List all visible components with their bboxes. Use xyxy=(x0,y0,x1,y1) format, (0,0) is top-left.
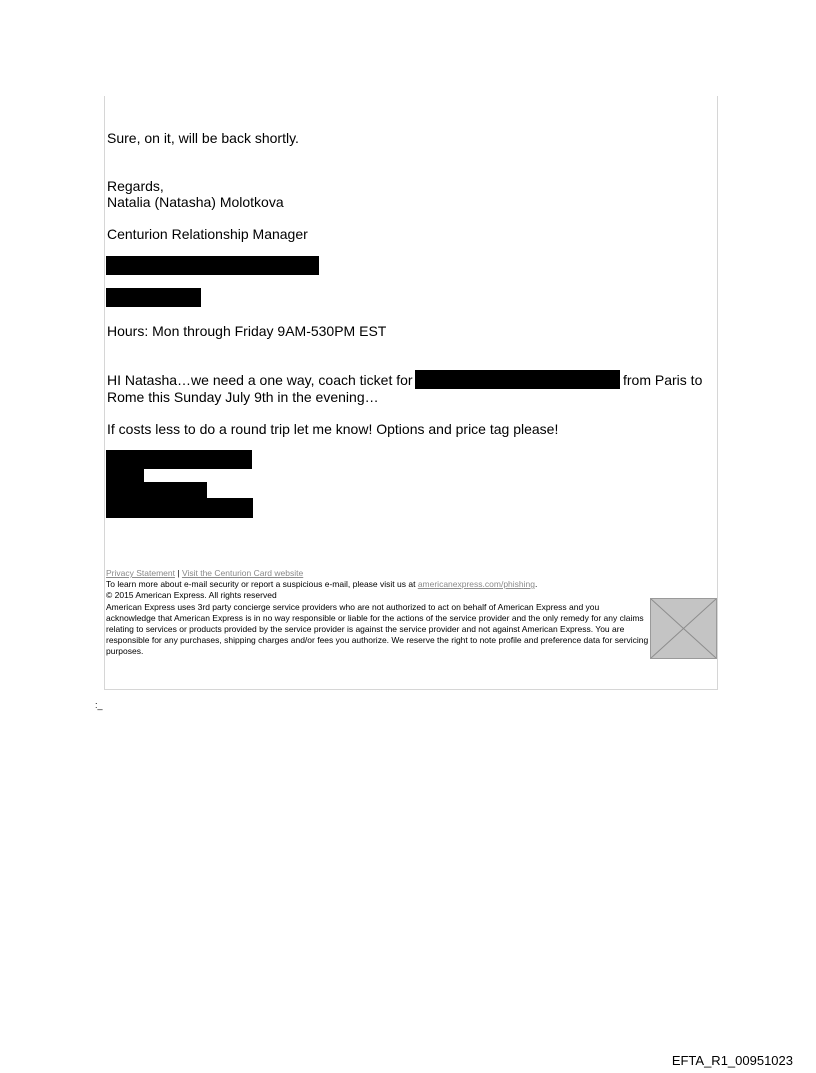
stray-mark: :_ xyxy=(95,700,103,710)
privacy-statement-link[interactable]: Privacy Statement xyxy=(106,568,175,578)
phishing-link[interactable]: americanexpress.com/phishing xyxy=(417,579,535,589)
reply-message: Sure, on it, will be back shortly. xyxy=(107,130,299,146)
phishing-period: . xyxy=(534,579,538,589)
bates-number: EFTA_R1_00951023 xyxy=(671,1053,793,1068)
request-line-1-start: HI Natasha…we need a one way, coach ticket for xyxy=(107,372,413,388)
copyright-text: © 2015 American Express. All rights reserved xyxy=(106,590,277,600)
footer-links xyxy=(106,568,303,579)
request-line-2: Rome this Sunday July 9th in the evening… xyxy=(107,389,379,405)
signature-hours: Hours: Mon through Friday 9AM-530PM EST xyxy=(107,323,387,339)
centurion-website-link[interactable]: Visit the Centurion Card website xyxy=(181,568,304,578)
phishing-notice xyxy=(106,579,537,590)
redaction-bar-phone xyxy=(106,256,319,275)
signature-regards: Regards, xyxy=(107,178,164,194)
redaction-bar-sender-4 xyxy=(106,498,253,518)
footer-link-separator: | xyxy=(177,568,180,578)
signature-name: Natalia (Natasha) Molotkova xyxy=(107,194,284,210)
redaction-bar-sender-3 xyxy=(106,482,207,498)
phishing-notice-text: To learn more about e-mail security or report a suspicious e-mail, please visit us at xyxy=(106,579,416,589)
redaction-bar-sender-2 xyxy=(106,469,144,482)
request-followup: If costs less to do a round trip let me know! Options and price tag please! xyxy=(107,421,559,437)
request-line-1-end: from Paris to xyxy=(623,372,703,388)
concierge-disclaimer: American Express uses 3rd party concierge service providers who are not authorized to act on behalf of American Express and you acknowledge that American Express is in no way responsible or liable for the actions of the service provider and the only remedy for any claims relating to services or products provided by the service provider is against the service provider and not against American Express. You are responsible for any purchases, shipping charges and/or fees you authorize. We reserve the right to note profile and preference data for servicing purposes. xyxy=(106,602,649,656)
signature-title: Centurion Relationship Manager xyxy=(107,226,308,242)
redaction-bar-email xyxy=(106,288,201,307)
redaction-bar-sender-1 xyxy=(106,450,252,469)
broken-image-icon xyxy=(650,598,717,659)
redaction-bar-passenger xyxy=(415,370,620,389)
